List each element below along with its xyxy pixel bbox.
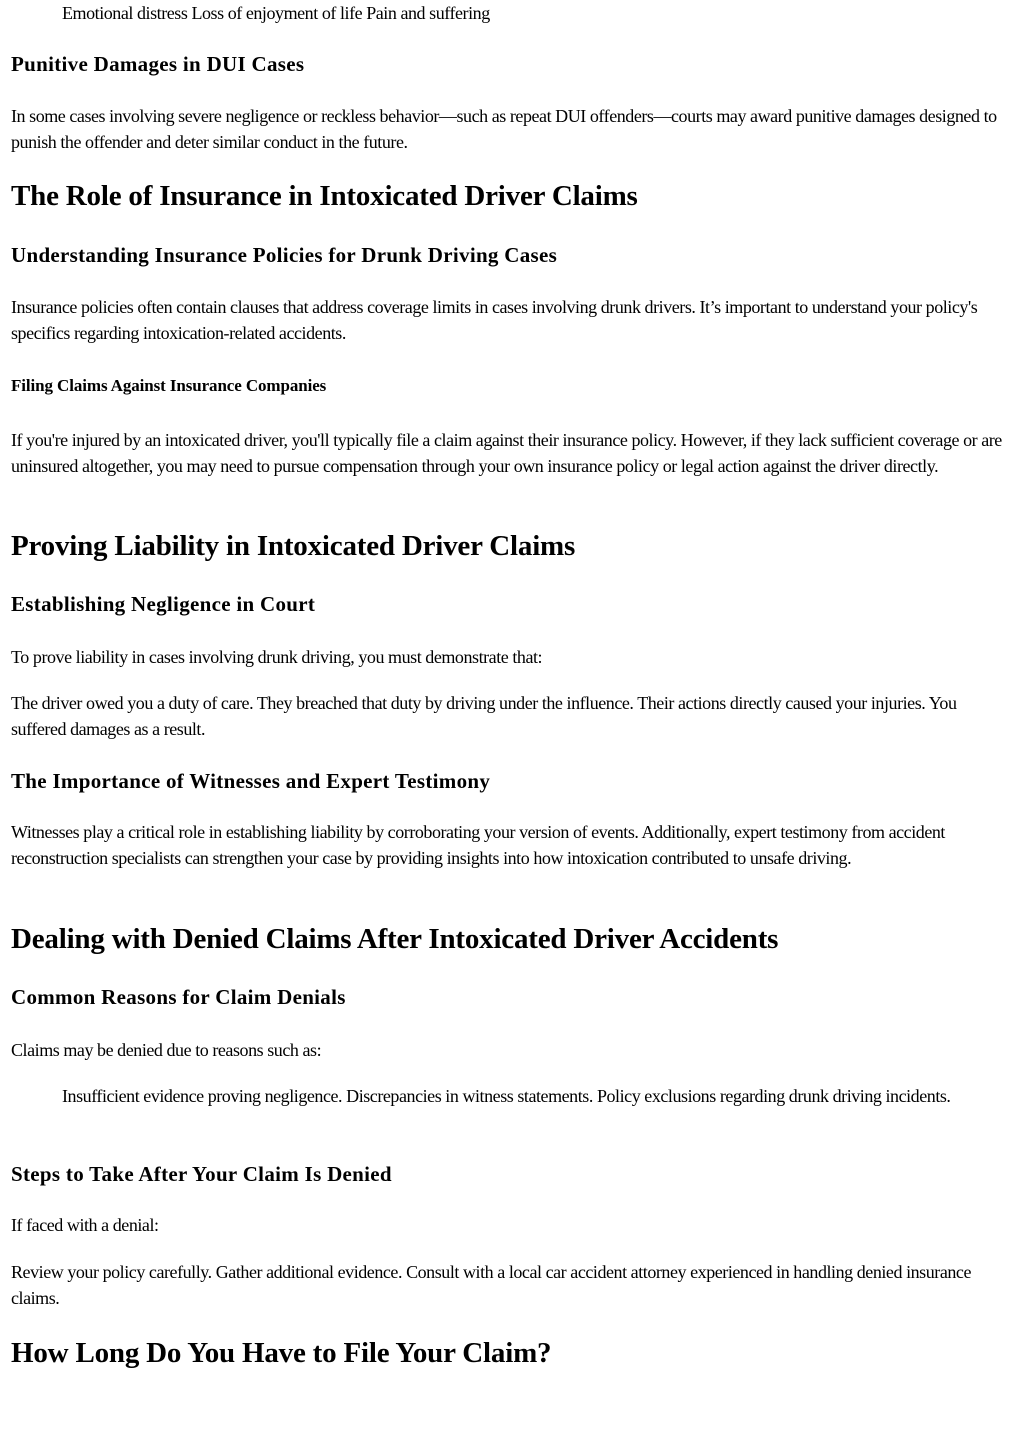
paragraph-witnesses-expert: Witnesses play a critical role in establishing liability by corroborating your version of events. Additionally, expert testimony from accident reconstruction specialists can strengthen your case by providing insights into how intoxication contributed to unsafe driving. xyxy=(11,822,945,868)
heading-punitive-damages: Punitive Damages in DUI Cases xyxy=(11,52,305,76)
heading-steps-after-denial: Steps to Take After Your Claim Is Denied xyxy=(11,1162,392,1186)
heading-understanding-policies: Understanding Insurance Policies for Drunk Driving Cases xyxy=(11,243,558,267)
paragraph-denial-steps: Review your policy carefully. Gather additional evidence. Consult with a local car accident attorney experienced in handling denied insurance claims. xyxy=(11,1262,971,1308)
heading-witnesses-expert: The Importance of Witnesses and Expert Testimony xyxy=(11,769,491,793)
paragraph-denial-reasons-intro: Claims may be denied due to reasons such as: xyxy=(11,1040,322,1060)
heading-denied-claims: Dealing with Denied Claims After Intoxicated Driver Accidents xyxy=(11,923,779,955)
paragraph-filing-claims: If you're injured by an intoxicated driver, you'll typically file a claim against their insurance policy. However, if they lack sufficient coverage or are uninsured altogether, you may need to pursue compensation through your own insurance policy or legal action against the driver directly. xyxy=(11,430,1002,476)
heading-establishing-negligence: Establishing Negligence in Court xyxy=(11,592,316,616)
heading-how-long-to-file: How Long Do You Have to File Your Claim? xyxy=(11,1337,552,1369)
paragraph-faced-with-denial: If faced with a denial: xyxy=(11,1215,159,1235)
heading-role-of-insurance: The Role of Insurance in Intoxicated Driver Claims xyxy=(11,180,638,212)
denial-reasons-list: Insufficient evidence proving negligence. Discrepancies in witness statements. Policy exclusions regarding drunk driving incidents. xyxy=(62,1086,951,1106)
heading-common-denial-reasons: Common Reasons for Claim Denials xyxy=(11,985,346,1009)
paragraph-understanding-policies: Insurance policies often contain clauses that address coverage limits in cases involving drunk drivers. It’s important to understand your policy's specifics regarding intoxication-related accidents. xyxy=(11,297,978,343)
damages-list-line: Emotional distress Loss of enjoyment of life Pain and suffering xyxy=(62,3,490,23)
paragraph-prove-liability-intro: To prove liability in cases involving drunk driving, you must demonstrate that: xyxy=(11,647,543,667)
paragraph-liability-elements: The driver owed you a duty of care. They breached that duty by driving under the influence. Their actions directly caused your injuries. You suffered damages as a result. xyxy=(11,693,957,739)
heading-filing-claims: Filing Claims Against Insurance Companies xyxy=(11,376,327,395)
heading-proving-liability: Proving Liability in Intoxicated Driver Claims xyxy=(11,530,576,562)
paragraph-punitive-damages: In some cases involving severe negligence or reckless behavior—such as repeat DUI offenders—courts may award punitive damages designed to punish the offender and deter similar conduct in the future. xyxy=(11,106,997,152)
